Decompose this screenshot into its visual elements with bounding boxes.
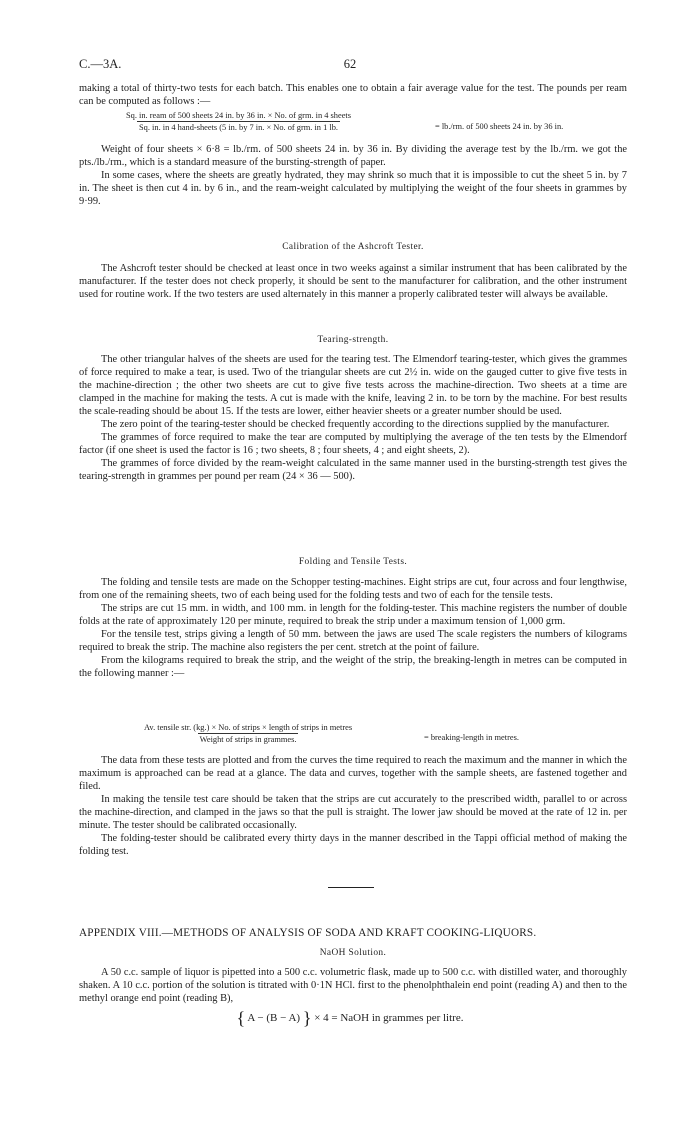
page-number: 62 (343, 57, 357, 71)
naoh-paragraph: A 50 c.c. sample of liquor is pipetted into a 500 c.c. volumetric flask, made up to 500 c.c. with distilled water, and thoroughly shaken. A 10 c.c. portion of the solution is titrated with 0·1N HCl. first to the phenolphthalein end point (reading A) and then to the methyl orange end point (reading B), (79, 967, 627, 1004)
formula-body: A − (B − A) (247, 1012, 301, 1024)
intro-paragraph-1: making a total of thirty-two tests for each batch. This enables one to obtain a fair average value for the test. The pounds per ream can be computed as follows :— (79, 83, 627, 107)
naoh-formula (0, 1008, 700, 1029)
formula-close-brace: } (302, 1008, 312, 1028)
ream-formula-numerator: Sq. in. ream of 500 sheets 24 in. by 36 in. × No. of grm. in 4 sheets (126, 111, 352, 120)
appendix-title: APPENDIX VIII.—METHODS OF ANALYSIS OF SODA AND KRAFT COOKING-LIQUORS. (79, 927, 537, 939)
breaking-length-formula (142, 722, 354, 745)
breaking-formula-denominator: Weight of strips in grammes. (199, 735, 297, 744)
folding-paragraphs-1: The folding and tensile tests are made on the Schopper testing-machines. Eight strips are cut, four across and four lengthwise, from one of the remaining sheets, two of each being used for the folding tests and two of each for the tensile tests. The strips are cut 15 mm. in width, and 100 mm. in length for the folding-tester. This machine registers the number of double folds at the rate of approximately 120 per minute, required to break the strip under a maximum tension of 1,000 grm. For the tensile test, strips giving a length of 50 mm. between the jaws are used The scale registers the numbers of kilograms required to break the strip. The machine also registers the per cent. stretch at the point of failure. From the kilograms required to break the strip, and the weight of the strip, the breaking-length in metres can be computed in the following manner :— (79, 577, 627, 679)
intro-paragraphs: Weight of four sheets × 6·8 = lb./rm. of 500 sheets 24 in. by 36 in. By dividing the average test by the lb./rm. we got the pts./lb./rm., which is a standard measure of the bursting-strength of paper. In some cases, where the sheets are greatly hydrated, they may shrink so much that it is impossible to cut the sheet 5 in. by 7 in. The sheet is then cut 4 in. by 6 in., and the ream-weight calculated by multiplying the weight of the four sheets in grammes by 9·99. (79, 144, 627, 207)
section-divider (328, 887, 374, 888)
formula-tail: × 4 = NaOH in grammes per litre. (314, 1012, 464, 1024)
tearing-paragraphs: The other triangular halves of the sheets are used for the tearing test. The Elmendorf tearing-tester, which gives the grammes of force required to make a tear, is used. Two of the triangular sheets are cut 2½ in. wide on the gauged cutter to give five tests in the machine-direction ; the other two sheets are cut to give five tests across the machine-direction. Two sheets at a time are clamped in the machine for making the tests. A cut is made with the knife, leaving 2 in. to be torn by the machine. For best results the scale-reading should be about 15. If the tests are lower, either heavier sheets or a greater number should be used. The zero point of the tearing-tester should be checked frequently according to the directions supplied by the manufacturer. The grammes of force required to make the tear are computed by multiplying the average of the ten tests by the Elmendorf factor (if one sheet is used the factor is 16 ; two sheets, 8 ; four sheets, 4 ; and eight sheets, 2). The grammes of force divided by the ream-weight calculated in the same manner used in the bursting-strength test gives the tearing-strength in grammes per pound per ream (24 × 36 — 500). (79, 354, 627, 482)
folding-paragraphs-2: The data from these tests are plotted and from the curves the time required to reach the maximum and the manner in which the maximum is approached can be read at a glance. The data and curves, together with the sample sheets, are fastened together and filed. In making the tensile test care should be taken that the strips are cut accurately to the prescribed width, parallel to or across the machine-direction, and clamped in the jaws so that the pull is straight. The lower jaw should be moved at the rate of 12 in. per minute. The tester should be calibrated occasionally. The folding-tester should be calibrated every thirty days in the manner described in the Tappi official method of making the folding test. (79, 755, 627, 857)
ream-weight-formula (124, 110, 353, 133)
ream-formula-result: = lb./rm. of 500 sheets 24 in. by 36 in. (435, 122, 564, 131)
document-reference: C.—3A. (79, 57, 122, 71)
breaking-formula-numerator: Av. tensile str. (kg.) × No. of strips × length of strips in metres (144, 723, 353, 732)
formula-open-brace: { (236, 1008, 246, 1028)
calibration-heading: Calibration of the Ashcroft Tester. (282, 242, 424, 252)
folding-heading: Folding and Tensile Tests. (298, 557, 408, 567)
tearing-heading: Tearing-strength. (317, 335, 389, 345)
breaking-formula-result: = breaking-length in metres. (424, 733, 519, 742)
calibration-paragraph: The Ashcroft tester should be checked at least once in two weeks against a similar instrument that has been calibrated by the manufacturer. If the tester does not check properly, it should be sent to the manufacturer for calibration, and the other instrument used for routine work. If the two testers are used alternately in this manner a properly calibrated tester will always be available. (79, 263, 627, 300)
ream-formula-denominator: Sq. in. in 4 hand-sheets (5 in. by 7 in. × No. of grm. in 1 lb. (139, 123, 338, 132)
naoh-heading: NaOH Solution. (319, 948, 387, 958)
